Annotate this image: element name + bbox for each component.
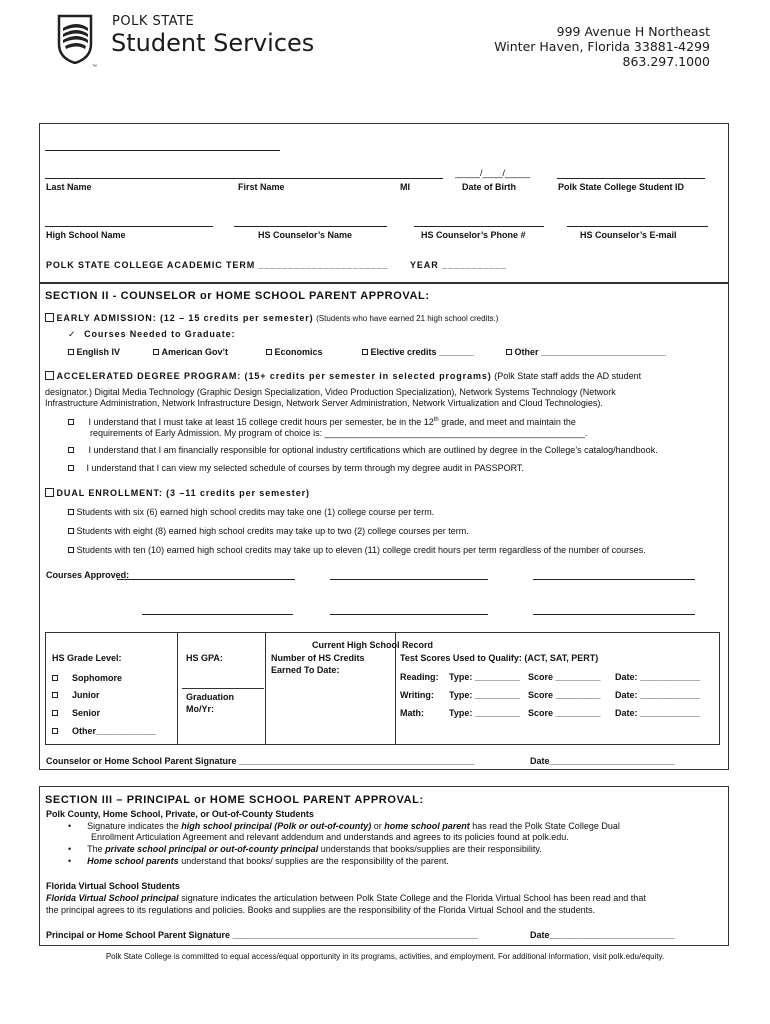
course-option-gov[interactable]: American Gov’t: [153, 347, 228, 358]
test-scores-label: Test Scores Used to Qualify: (ACT, SAT, PERT): [400, 653, 599, 663]
test-date[interactable]: Date: ____________: [615, 690, 701, 700]
moyr-label: Mo/Yr:: [186, 704, 214, 714]
test-type[interactable]: Type: _________: [449, 672, 520, 682]
section-3-sub-2: Florida Virtual School Students: [46, 881, 180, 891]
counselor-signature-date[interactable]: Date_________________________: [530, 756, 675, 766]
adp-row: [45, 371, 725, 382]
course-line[interactable]: [117, 579, 295, 580]
adp-item-1-cont[interactable]: requirements of Early Admission. My program of choice is: ____________________________________________________.: [90, 428, 588, 438]
courses-approved-label: Courses Approved:: [46, 570, 130, 580]
checkbox-icon[interactable]: [68, 509, 74, 515]
test-name: Math:: [400, 708, 424, 718]
polk-state-logo: [57, 14, 93, 64]
checkmark-icon: ✓: [68, 329, 76, 339]
hs-name-label: High School Name: [46, 230, 126, 240]
grade-junior[interactable]: Junior: [52, 690, 100, 700]
bullet-1-cont: Enrollment Articulation Agreement and relevant addendum and understands and agrees to its policies found at polk.edu.: [91, 832, 569, 842]
early-admission-note: (Students who have earned 21 high school credits.): [316, 314, 499, 323]
test-type[interactable]: Type: _________: [449, 690, 520, 700]
checkbox-icon[interactable]: [52, 728, 58, 734]
counselor-email-line[interactable]: [567, 226, 708, 227]
address-block: [494, 24, 710, 69]
gpa-label: HS GPA:: [186, 653, 223, 663]
adp-text-1: (Polk State staff adds the AD student: [494, 371, 642, 381]
blank-line: [45, 150, 280, 151]
counselor-email-label: HS Counselor’s E-mail: [580, 230, 677, 240]
early-admission-title: EARLY ADMISSION: (12 – 15 credits per semester): [56, 313, 314, 323]
courses-needed-label: Courses Needed to Graduate:: [84, 329, 236, 339]
adp-item-3: I understand that I can view my selected schedule of courses by term through my degree audit in PASSPORT.: [68, 463, 524, 474]
year-label[interactable]: YEAR ___________: [410, 260, 507, 270]
checkbox-icon[interactable]: [52, 675, 58, 681]
dual-item-3: Students with ten (10) earned high school credits may take up to eleven (11) college credit hours per term regardless of the number of courses.: [68, 545, 646, 556]
grade-other[interactable]: Other____________: [52, 726, 156, 736]
course-option-english[interactable]: English IV: [68, 347, 120, 358]
trademark: ™: [92, 64, 97, 70]
checkbox-icon[interactable]: [362, 349, 368, 355]
address-line-1: 999 Avenue H Northeast: [556, 24, 710, 39]
counselor-phone-label: HS Counselor’s Phone #: [421, 230, 526, 240]
test-date[interactable]: Date: ____________: [615, 708, 701, 718]
adp-text-2: designator.) Digital Media Technology (Graphic Design Specialization, Video Production Specialization), Network Systems Technology (Network: [45, 387, 616, 397]
gpa-divider: [182, 688, 264, 689]
section-3-sub-1: Polk County, Home School, Private, or Out-of-County Students: [46, 809, 314, 819]
student-id-line[interactable]: [557, 178, 705, 179]
checkbox-icon[interactable]: [266, 349, 272, 355]
bullet-2: • The private school principal or out-of-county principal understands that books/supplies are their responsibility.: [68, 844, 542, 854]
grade-sophomore[interactable]: Sophomore: [52, 673, 122, 683]
bullet-1: • Signature indicates the high school principal (Polk or out-of-county) or home school parent has read the Polk State College Dual: [68, 821, 620, 831]
dual-enrollment-title: DUAL ENROLLMENT: (3 –11 credits per semester): [56, 488, 310, 498]
test-score[interactable]: Score _________: [528, 708, 601, 718]
test-name: Writing:: [400, 690, 434, 700]
divider: [177, 633, 178, 744]
test-score[interactable]: Score _________: [528, 690, 601, 700]
org-name: POLK STATE: [112, 14, 195, 29]
checkbox-icon[interactable]: [68, 349, 74, 355]
dual-enrollment-row: [45, 488, 310, 499]
courses-needed-row: [68, 329, 235, 340]
course-line[interactable]: [533, 579, 695, 580]
adp-text-3: Infrastructure Administration, Network Infrastructure Design, Network Server Administration, Network Virtualization and Cloud Technologies).: [45, 398, 603, 408]
checkbox-icon[interactable]: [52, 710, 58, 716]
counselor-name-label: HS Counselor’s Name: [258, 230, 353, 240]
mi-label: MI: [400, 182, 410, 192]
dob-blank[interactable]: _____/____/_____: [455, 168, 531, 178]
section-2-title: SECTION II - COUNSELOR or HOME SCHOOL PARENT APPROVAL:: [45, 290, 430, 302]
first-name-label: First Name: [238, 182, 285, 192]
adp-item-2: I understand that I am financially responsible for optional industry certifications which are outlined by degree in the College’s catalog/handbook.: [68, 445, 658, 456]
bullet-icon: •: [68, 844, 72, 854]
phone: 863.297.1000: [622, 54, 710, 69]
test-type[interactable]: Type: _________: [449, 708, 520, 718]
last-name-label: Last Name: [46, 182, 92, 192]
test-score[interactable]: Score _________: [528, 672, 601, 682]
dual-enrollment-checkbox[interactable]: [45, 488, 54, 497]
section-3-title: SECTION III – PRINCIPAL or HOME SCHOOL PARENT APPROVAL:: [45, 794, 424, 806]
grade-senior[interactable]: Senior: [52, 708, 100, 718]
credits-label-2: Earned To Date:: [271, 665, 340, 675]
course-line[interactable]: [330, 614, 488, 615]
grade-level-label: HS Grade Level:: [52, 653, 122, 663]
counselor-signature[interactable]: Counselor or Home School Parent Signature _______________________________________________: [46, 756, 475, 766]
hs-name-line[interactable]: [45, 226, 213, 227]
fvs-text-2: the principal agrees to its regulations and policies. Books and supplies are the responsibility of the Florida Virtual School and the students.: [46, 905, 596, 915]
footer-note: Polk State College is committed to equal access/equal opportunity in its programs, activities, and employment. For additional information, visit polk.edu/equity.: [105, 952, 665, 961]
bullet-icon: •: [68, 856, 72, 866]
checkbox-icon[interactable]: [68, 465, 74, 471]
early-admission-checkbox[interactable]: [45, 313, 54, 322]
checkbox-icon[interactable]: [68, 419, 74, 425]
bullet-icon: •: [68, 821, 72, 831]
checkbox-icon[interactable]: [68, 528, 74, 534]
student-info-box: [39, 123, 729, 283]
principal-signature[interactable]: Principal or Home School Parent Signature _________________________________________________: [46, 930, 478, 940]
dual-item-1: Students with six (6) earned high school credits may take one (1) college course per term.: [68, 507, 434, 518]
divider: [265, 633, 266, 744]
fvs-text-1: Florida Virtual School principal signature indicates the articulation between Polk State College and the Florida Virtual School has been read and that: [46, 893, 646, 903]
academic-term-label[interactable]: POLK STATE COLLEGE ACADEMIC TERM ______________________: [46, 260, 389, 270]
adp-item-1: I understand that I must take at least 15 college credit hours per semester, be in the 12th grade, and meet and maintain the: [68, 415, 576, 428]
course-option-elective[interactable]: Elective credits _______: [362, 347, 474, 358]
address-line-2: Winter Haven, Florida 33881-4299: [494, 39, 710, 54]
course-line[interactable]: [330, 579, 488, 580]
checkbox-icon[interactable]: [68, 447, 74, 453]
test-name: Reading:: [400, 672, 439, 682]
course-option-other[interactable]: Other _________________________: [506, 347, 666, 358]
credits-label-1: Number of HS Credits: [271, 653, 365, 663]
dob-label: Date of Birth: [462, 182, 516, 192]
course-line[interactable]: [142, 614, 293, 615]
principal-signature-date[interactable]: Date_________________________: [530, 930, 675, 940]
org-subtitle: Student Services: [111, 29, 315, 57]
dual-item-2: Students with eight (8) earned high school credits may take up to two (2) college courses per term.: [68, 526, 469, 537]
checkbox-icon[interactable]: [68, 547, 74, 553]
bullet-3: • Home school parents understand that books/ supplies are the responsibility of the parent.: [68, 856, 449, 866]
course-option-economics[interactable]: Economics: [266, 347, 323, 358]
course-line[interactable]: [533, 614, 695, 615]
counselor-phone-line[interactable]: [414, 226, 544, 227]
record-title: Current High School Record: [312, 640, 434, 650]
graduation-label: Graduation: [186, 692, 235, 702]
test-date[interactable]: Date: ____________: [615, 672, 701, 682]
student-id-label: Polk State College Student ID: [558, 182, 685, 192]
checkbox-icon[interactable]: [52, 692, 58, 698]
checkbox-icon[interactable]: [506, 349, 512, 355]
adp-title: ACCELERATED DEGREE PROGRAM: (15+ credits per semester in selected programs): [56, 371, 492, 381]
name-line[interactable]: [45, 178, 443, 179]
counselor-name-line[interactable]: [234, 226, 387, 227]
checkbox-icon[interactable]: [153, 349, 159, 355]
early-admission-row: [45, 313, 498, 324]
adp-checkbox[interactable]: [45, 371, 54, 380]
